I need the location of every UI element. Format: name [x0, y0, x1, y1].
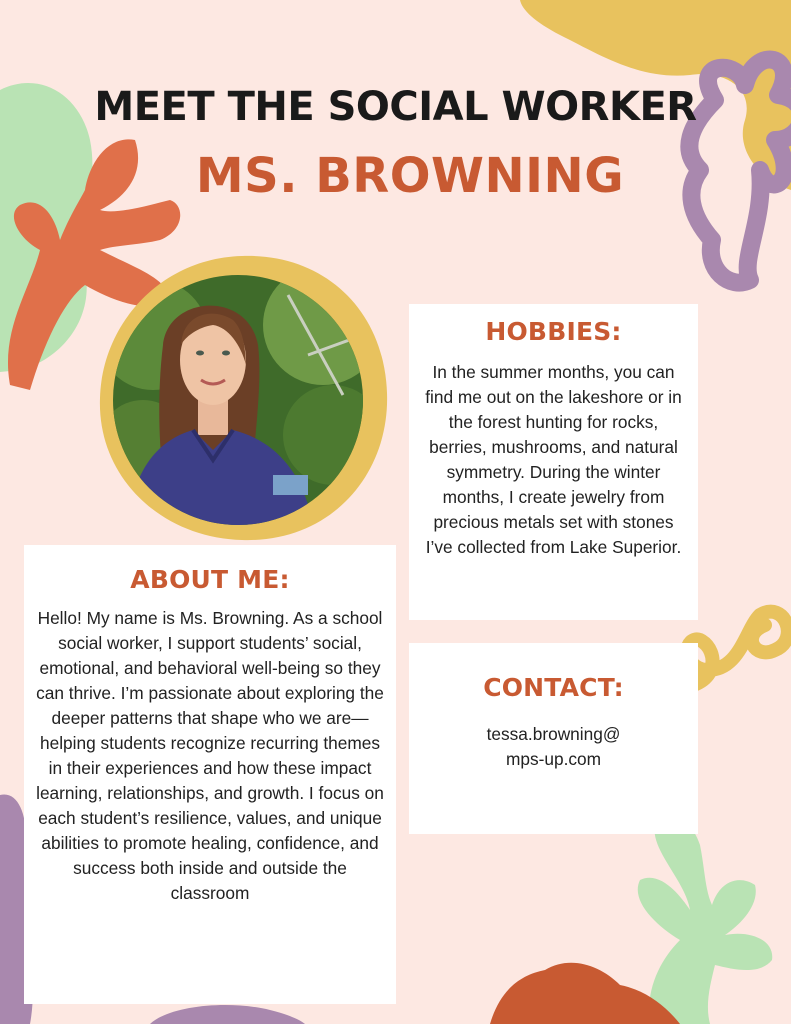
page-title: MEET THE SOCIAL WORKER: [94, 84, 697, 130]
green-leaf-shape: [638, 815, 773, 1024]
purple-blob-bottom-shape: [150, 1005, 305, 1024]
about-card: [24, 545, 396, 1004]
portrait-photo: [113, 275, 363, 525]
contact-email: tessa.browning@ mps-up.com: [486, 724, 621, 769]
hobbies-card: [409, 304, 698, 620]
contact-heading: CONTACT:: [483, 673, 624, 702]
about-text: Hello! My name is Ms. Browning. As a school social worker, I support students’ social, emotional, and behavioral well-being so they can thrive. I’m passionate about exploring the deeper patterns that shape who we are—helping students recognize recurring themes in their experiences and how these impact learning, relationships, and growth. I focus on each student’s resilience, values, and unique abilities to promote healing, confidence, and success both inside and outside the classroom: [36, 608, 384, 903]
hobbies-heading: HOBBIES:: [485, 317, 622, 346]
hobbies-text: In the summer months, you can find me out on the lakeshore or in the forest hunting for rocks, berries, mushrooms, and natural symmetry. During the winter months, I create jewelry from precious metals set with stones I’ve collected from Lake Superior.: [425, 362, 682, 557]
worker-name: MS. BROWNING: [195, 148, 625, 204]
about-heading: ABOUT ME:: [130, 565, 290, 594]
contact-card: [409, 643, 698, 834]
